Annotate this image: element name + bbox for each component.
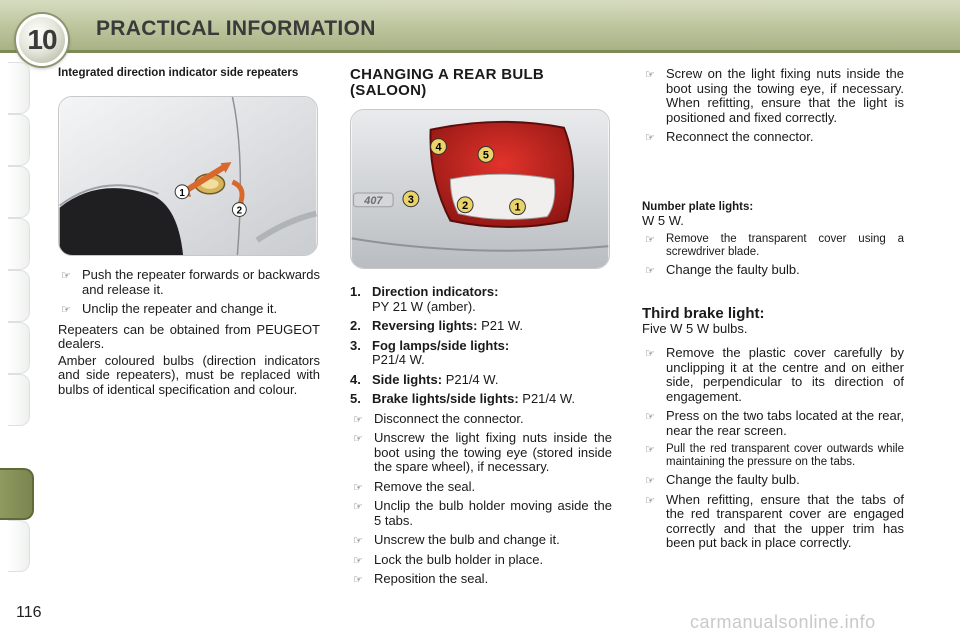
pointing-hand-icon: ☞ (353, 554, 363, 567)
page-title: PRACTICAL INFORMATION (96, 17, 376, 40)
watermark: carmanualsonline.info (690, 612, 876, 632)
instruction-item: ☞ Unclip the bulb holder moving aside the 5 tabs. (353, 498, 612, 528)
number-plate-value: W 5 W. (642, 212, 684, 228)
rear-light-photo (350, 109, 610, 269)
instruction-item: ☞ Remove the plastic cover carefully by unclipping it at the centre and on either side, perpendicular to its direction of engagement. (645, 345, 904, 404)
side-repeater-photo (58, 96, 318, 256)
pointing-hand-icon: ☞ (353, 535, 363, 547)
header-rule (0, 50, 960, 53)
chapter-badge (16, 14, 68, 66)
instruction-item: ☞ Change the faulty bulb. (645, 262, 800, 277)
page-number: 116 (16, 604, 42, 621)
instruction-item: ☞ Lock the bulb holder in place. (353, 551, 544, 567)
pointing-hand-icon: ☞ (61, 304, 71, 316)
model-badge-text: 407 (364, 194, 383, 207)
instruction-item: ☞ Change the faulty bulb. (645, 472, 800, 487)
instruction-item: ☞ Pull the red transparent cover outwards while maintaining the pressure on the tabs. (645, 443, 904, 468)
callout-5: 5 (482, 149, 489, 162)
chapter-number: 10 (27, 24, 57, 55)
bulb-spec-item: 5. Brake lights/side lights: P21/4 W. (350, 391, 576, 406)
instruction-item: ☞ Press on the two tabs located at the rear, near the rear screen. (645, 408, 904, 438)
bulb-spec-item: 2. Reversing lights: P21 W. (350, 318, 524, 333)
bulb-spec-item: 3. Fog lamps/side lights: P21/4 W. (350, 337, 510, 367)
callout-1: 1 (179, 187, 185, 199)
third-brake-heading: Third brake light: (642, 304, 765, 322)
chapter-tab[interactable] (8, 218, 30, 270)
pointing-hand-icon: ☞ (645, 348, 655, 360)
pointing-hand-icon: ☞ (645, 444, 655, 456)
chapter-tab[interactable] (8, 114, 30, 166)
pointing-hand-icon: ☞ (353, 574, 363, 586)
chapter-tab[interactable] (8, 322, 30, 374)
instruction-item: ☞ When refitting, ensure that the tabs of the red transparent cover are engaged correctly and that the upper trim has been put back in place correctly. (645, 491, 904, 550)
pointing-hand-icon: ☞ (645, 69, 655, 81)
column-side-repeaters (58, 67, 320, 397)
chapter-tab[interactable] (8, 166, 30, 218)
callout-2: 2 (236, 205, 243, 217)
pointing-hand-icon: ☞ (645, 265, 655, 277)
callout-4: 4 (435, 141, 442, 154)
chapter-tab[interactable] (8, 374, 30, 426)
bulb-spec-item: 4. Side lights: P21/4 W. (350, 371, 499, 387)
rear-bulb-title: CHANGING A REAR BULB (SALOON) (350, 66, 545, 99)
chapter-tab[interactable] (8, 62, 30, 114)
chapter-tab[interactable] (8, 520, 30, 572)
instruction-item: ☞ Reposition the seal. (353, 571, 489, 586)
chapter-tabs (0, 62, 34, 572)
callout-3: 3 (407, 193, 414, 206)
pointing-hand-icon: ☞ (61, 270, 71, 282)
instruction-item: ☞ Unscrew the light fixing nuts inside the boot using the towing eye (stored inside the spare wheel), if necessary. (353, 430, 612, 474)
callout-2: 2 (462, 199, 469, 212)
bulb-spec-item: 1. Direction indicators: PY 21 W (amber). (350, 284, 499, 314)
instruction-item: ☞ Remove the seal. (353, 478, 476, 494)
side-repeater-illustration (59, 97, 317, 255)
number-plate-heading: Number plate lights: (642, 200, 754, 213)
pointing-hand-icon: ☞ (645, 494, 655, 507)
instruction-item: ☞ Reconnect the connector. (645, 129, 814, 144)
chapter-tab-active[interactable] (0, 468, 34, 520)
instruction-item: ☞ Screw on the light fixing nuts inside the boot using the towing eye, if necessary. When refitting, ensure that the light is positioned and fixed correctly. (645, 66, 904, 125)
instruction-item: ☞ Push the repeater forwards or backwards and release it. (61, 267, 320, 297)
rear-light-illustration (351, 110, 609, 268)
instruction-item: ☞ Disconnect the connector. (353, 410, 524, 426)
instruction-item: ☞ Unscrew the bulb and change it. (353, 532, 560, 547)
instruction-item: ☞ Remove the transparent cover using a screwdriver blade. (645, 233, 904, 258)
pointing-hand-icon: ☞ (645, 411, 655, 423)
amber-bulb-note: Amber coloured bulbs (direction indicators and side repeaters), must be replaced with bulbs of identical specification and colour. (58, 352, 320, 397)
pointing-hand-icon: ☞ (645, 132, 655, 144)
pointing-hand-icon: ☞ (353, 433, 363, 445)
instruction-item: ☞ Unclip the repeater and change it. (61, 301, 278, 316)
pointing-hand-icon: ☞ (645, 475, 655, 487)
pointing-hand-icon: ☞ (353, 413, 363, 426)
pointing-hand-icon: ☞ (353, 481, 363, 494)
pointing-hand-icon: ☞ (353, 501, 363, 513)
callout-1: 1 (514, 201, 521, 214)
dealer-note: Repeaters can be obtained from PEUGEOT dealers. (58, 321, 320, 351)
side-repeaters-heading: Integrated direction indicator side repeaters (58, 67, 299, 79)
column-rear-bulb (350, 67, 612, 587)
pointing-hand-icon: ☞ (645, 234, 655, 246)
column-number-plate-third-brake (642, 67, 904, 551)
chapter-tab[interactable] (8, 270, 30, 322)
third-brake-value: Five W 5 W bulbs. (642, 320, 748, 336)
